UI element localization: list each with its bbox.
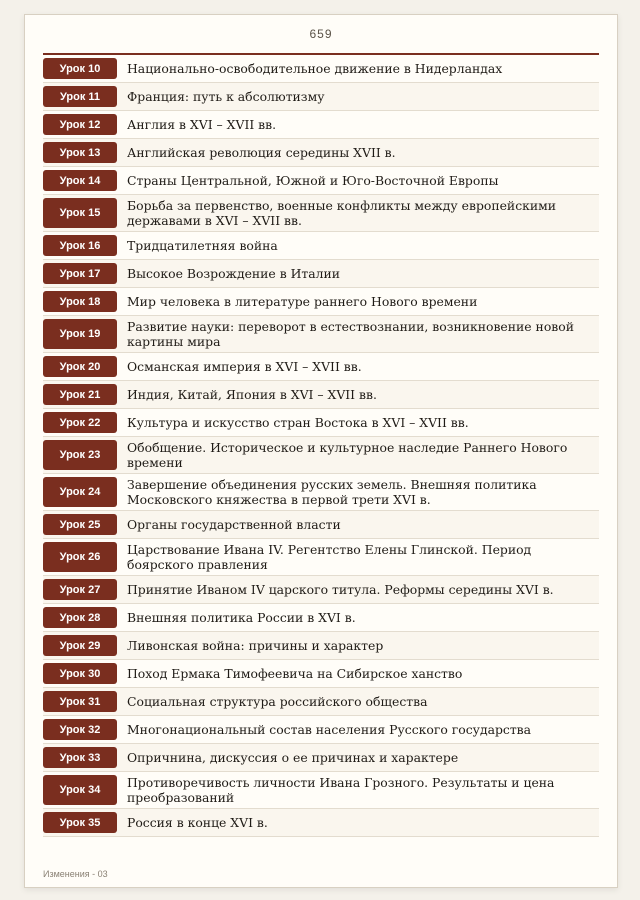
lesson-number-badge: Урок 35 bbox=[43, 812, 117, 833]
list-item bbox=[43, 632, 599, 660]
lesson-number-badge: Урок 34 bbox=[43, 775, 117, 805]
list-item bbox=[43, 139, 599, 167]
lesson-topic: Россия в конце XVI в. bbox=[127, 815, 268, 830]
list-item bbox=[43, 809, 599, 837]
lesson-topic: Индия, Китай, Япония в XVI – XVII вв. bbox=[127, 387, 377, 402]
list-item bbox=[43, 316, 599, 353]
list-item bbox=[43, 288, 599, 316]
list-item bbox=[43, 660, 599, 688]
lesson-topic: Мир человека в литературе раннего Нового времени bbox=[127, 294, 478, 309]
list-item bbox=[43, 111, 599, 139]
list-item bbox=[43, 688, 599, 716]
list-item bbox=[43, 539, 599, 576]
lesson-number-badge: Урок 14 bbox=[43, 170, 117, 191]
list-item bbox=[43, 437, 599, 474]
lesson-topic: Османская империя в XVI – XVII вв. bbox=[127, 359, 362, 374]
lesson-list bbox=[43, 53, 599, 837]
lesson-topic: Поход Ермака Тимофеевича на Сибирское ханство bbox=[127, 666, 463, 681]
document-sheet bbox=[24, 14, 618, 888]
lesson-number-badge: Урок 13 bbox=[43, 142, 117, 163]
list-item bbox=[43, 260, 599, 288]
lesson-topic: Завершение объединения русских земель. Внешняя политика Московского княжества в первой трети XVI в. bbox=[127, 477, 537, 507]
lesson-number-badge: Урок 12 bbox=[43, 114, 117, 135]
list-item bbox=[43, 744, 599, 772]
lesson-topic: Франция: путь к абсолютизму bbox=[127, 89, 325, 104]
list-item bbox=[43, 716, 599, 744]
lesson-number-badge: Урок 33 bbox=[43, 747, 117, 768]
list-item bbox=[43, 511, 599, 539]
lesson-number-badge: Урок 21 bbox=[43, 384, 117, 405]
lesson-number-badge: Урок 22 bbox=[43, 412, 117, 433]
lesson-number-badge: Урок 27 bbox=[43, 579, 117, 600]
lesson-number-badge: Урок 30 bbox=[43, 663, 117, 684]
list-item bbox=[43, 604, 599, 632]
lesson-number-badge: Урок 32 bbox=[43, 719, 117, 740]
list-item bbox=[43, 474, 599, 511]
lesson-number-badge: Урок 29 bbox=[43, 635, 117, 656]
lesson-topic: Социальная структура российского общества bbox=[127, 694, 428, 709]
list-item bbox=[43, 195, 599, 232]
lesson-topic: Опричнина, дискуссия о ее причинах и характере bbox=[127, 750, 459, 765]
lesson-number-badge: Урок 18 bbox=[43, 291, 117, 312]
lesson-topic: Культура и искусство стран Востока в XVI – XVII вв. bbox=[127, 415, 469, 430]
list-item bbox=[43, 409, 599, 437]
list-item bbox=[43, 232, 599, 260]
lesson-topic: Царствование Ивана IV. Регентство Елены Глинской. Период боярского правления bbox=[127, 542, 532, 572]
lesson-topic: Развитие науки: переворот в естествознании, возникновение новой картины мира bbox=[127, 319, 574, 349]
lesson-number-badge: Урок 10 bbox=[43, 58, 117, 79]
lesson-topic: Принятие Иваном IV царского титула. Реформы середины XVI в. bbox=[127, 582, 554, 597]
list-item bbox=[43, 83, 599, 111]
lesson-number-badge: Урок 11 bbox=[43, 86, 117, 107]
lesson-topic: Обобщение. Историческое и культурное наследие Раннего Нового времени bbox=[127, 440, 568, 470]
lesson-number-badge: Урок 31 bbox=[43, 691, 117, 712]
lesson-topic: Многонациональный состав населения Русского государства bbox=[127, 722, 532, 737]
list-item bbox=[43, 353, 599, 381]
list-item bbox=[43, 167, 599, 195]
lesson-topic: Внешняя политика России в XVI в. bbox=[127, 610, 356, 625]
lesson-number-badge: Урок 20 bbox=[43, 356, 117, 377]
lesson-topic: Борьба за первенство, военные конфликты между европейскими державами в XVI – XVII вв. bbox=[127, 198, 557, 228]
lesson-number-badge: Урок 25 bbox=[43, 514, 117, 535]
lesson-number-badge: Урок 16 bbox=[43, 235, 117, 256]
lesson-number-badge: Урок 19 bbox=[43, 319, 117, 349]
list-item bbox=[43, 772, 599, 809]
list-item bbox=[43, 55, 599, 83]
lesson-number-badge: Урок 24 bbox=[43, 477, 117, 507]
lesson-topic: Национально-освободительное движение в Нидерландах bbox=[127, 61, 503, 76]
lesson-topic: Тридцатилетняя война bbox=[127, 238, 278, 253]
lesson-number-badge: Урок 26 bbox=[43, 542, 117, 572]
lesson-number-badge: Урок 23 bbox=[43, 440, 117, 470]
lesson-number-badge: Урок 15 bbox=[43, 198, 117, 228]
footer-revision-note: Изменения - 03 bbox=[43, 869, 108, 879]
lesson-topic: Органы государственной власти bbox=[127, 517, 341, 532]
lesson-topic: Английская революция середины XVII в. bbox=[127, 145, 396, 160]
list-item bbox=[43, 576, 599, 604]
list-item bbox=[43, 381, 599, 409]
lesson-number-badge: Урок 17 bbox=[43, 263, 117, 284]
lesson-topic: Противоречивость личности Ивана Грозного. Результаты и цена преобразований bbox=[127, 775, 555, 805]
lesson-topic: Страны Центральной, Южной и Юго-Восточной Европы bbox=[127, 173, 499, 188]
lesson-number-badge: Урок 28 bbox=[43, 607, 117, 628]
page-number: 659 bbox=[309, 27, 333, 41]
lesson-topic: Ливонская война: причины и характер bbox=[127, 638, 384, 653]
lesson-topic: Англия в XVI – XVII вв. bbox=[127, 117, 277, 132]
lesson-topic: Высокое Возрождение в Италии bbox=[127, 266, 341, 281]
